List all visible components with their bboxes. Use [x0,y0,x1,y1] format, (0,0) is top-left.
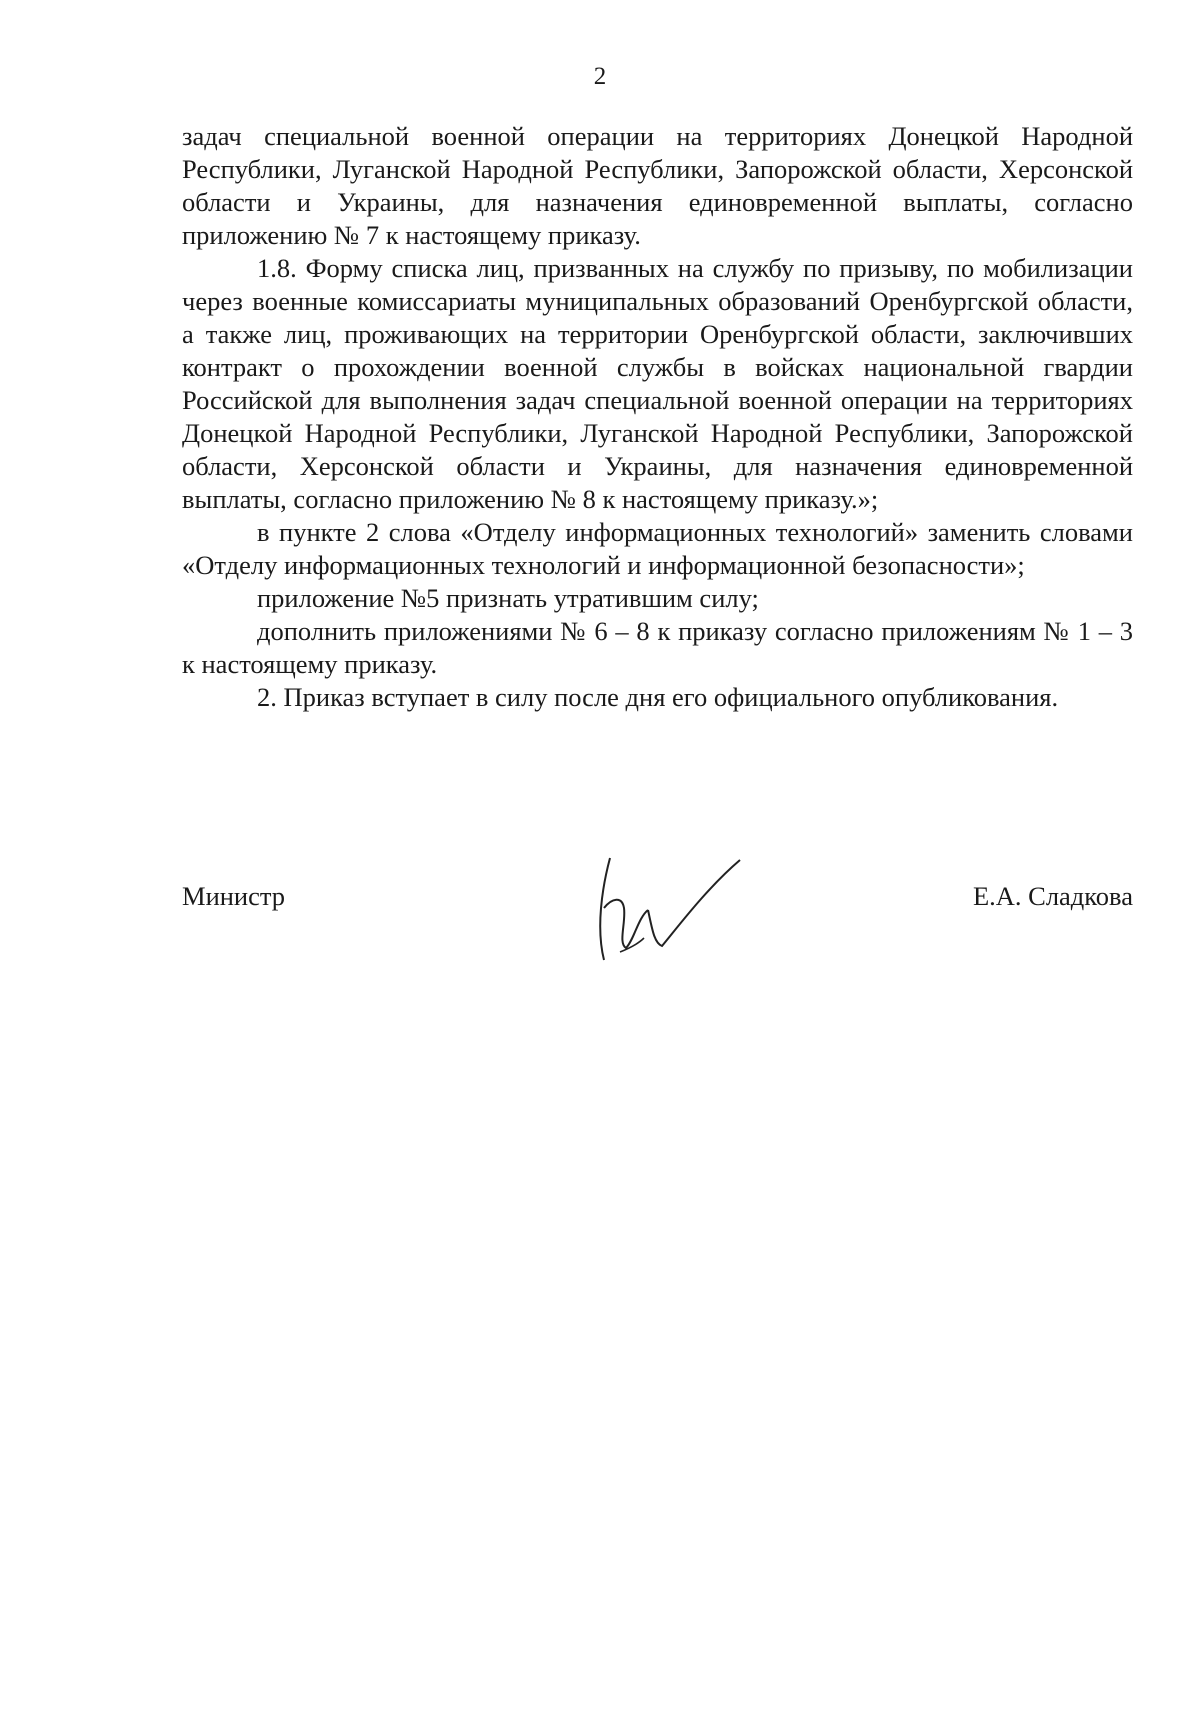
page-number: 2 [593,63,607,90]
paragraph-2: 1.8. Форму списка лиц, призванных на службу по призыву, по мобилизации через военные комиссариаты муниципальных образований Оренбургской области, а также лиц, проживающих на территории Оренбургской области, заключивших контракт о прохождении военной службы в войсках национальной гвардии Российской для выполнения задач специальной военной операции на территориях Донецкой Народной Республики, Луганской Народной Республики, Запорожской области, Херсонской области и Украины, для назначения единовременной выплаты, согласно приложению № 8 к настоящему приказу.»; [182,253,1133,514]
document-body [182,120,1133,714]
paragraph-1: задач специальной военной операции на территориях Донецкой Народной Республики, Луганской Народной Республики, Запорожской области, Херсонской области и Украины, для назначения единовременной выплаты, согласно приложению № 7 к настоящему приказу. [182,121,1133,250]
paragraph-4: приложение №5 признать утратившим силу; [257,583,759,613]
paragraph-3: в пункте 2 слова «Отделу информационных технологий» заменить словами «Отделу информационных технологий и информационной безопасности»; [182,517,1133,580]
signatory-title: Министр [182,881,286,911]
signatory-name: Е.А. Сладкова [972,881,1133,911]
signature-block [182,870,1133,970]
paragraph-6: 2. Приказ вступает в силу после дня его официального опубликования. [257,682,1059,712]
paragraph-5: дополнить приложениями № 6 – 8 к приказу согласно приложениям № 1 – 3 к настоящему приказу. [182,616,1133,679]
handwritten-signature-icon [582,848,762,968]
